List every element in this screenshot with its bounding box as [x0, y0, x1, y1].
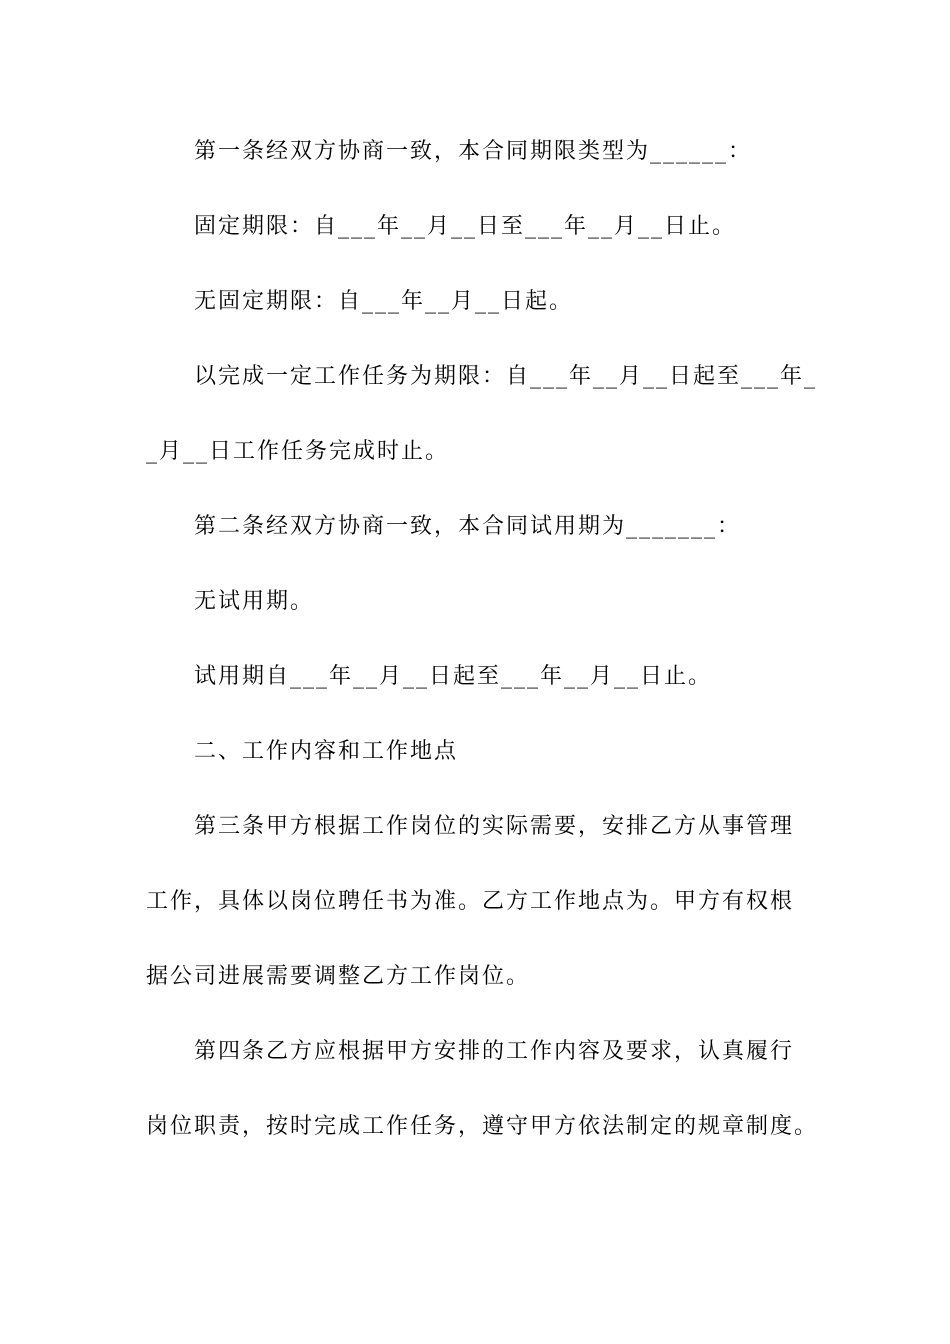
fixed-term-line: 固定期限：自___年__月__日至___年__月__日止。: [194, 214, 737, 239]
section-2-heading: 二、工作内容和工作地点: [194, 739, 459, 764]
clause-4-continuation: 岗位职责，按时完成工作任务，遵守甲方依法制定的规章制度。: [146, 1114, 819, 1139]
clause-3-line: 第三条甲方根据工作岗位的实际需要，安排乙方从事管理: [194, 814, 795, 839]
clause-3-continuation-1: 工作，具体以岗位聘任书为准。乙方工作地点为。甲方有权根: [146, 889, 795, 914]
task-term-continuation: _月__日工作任务完成时止。: [146, 439, 450, 464]
task-term-line: 以完成一定工作任务为期限：自___年__月__日起至___年_: [194, 364, 818, 389]
clause-4-line: 第四条乙方应根据甲方安排的工作内容及要求，认真履行: [194, 1039, 795, 1064]
open-term-line: 无固定期限：自___年__月__日起。: [194, 289, 574, 314]
no-probation-line: 无试用期。: [194, 589, 315, 614]
probation-term-line: 试用期自___年__月__日起至___年__月__日止。: [194, 664, 713, 689]
clause-1-line: 第一条经双方协商一致，本合同期限类型为______：: [194, 139, 753, 164]
clause-3-continuation-2: 据公司进展需要调整乙方工作岗位。: [146, 964, 531, 989]
clause-2-line: 第二条经双方协商一致，本合同试用期为_______：: [194, 514, 742, 539]
